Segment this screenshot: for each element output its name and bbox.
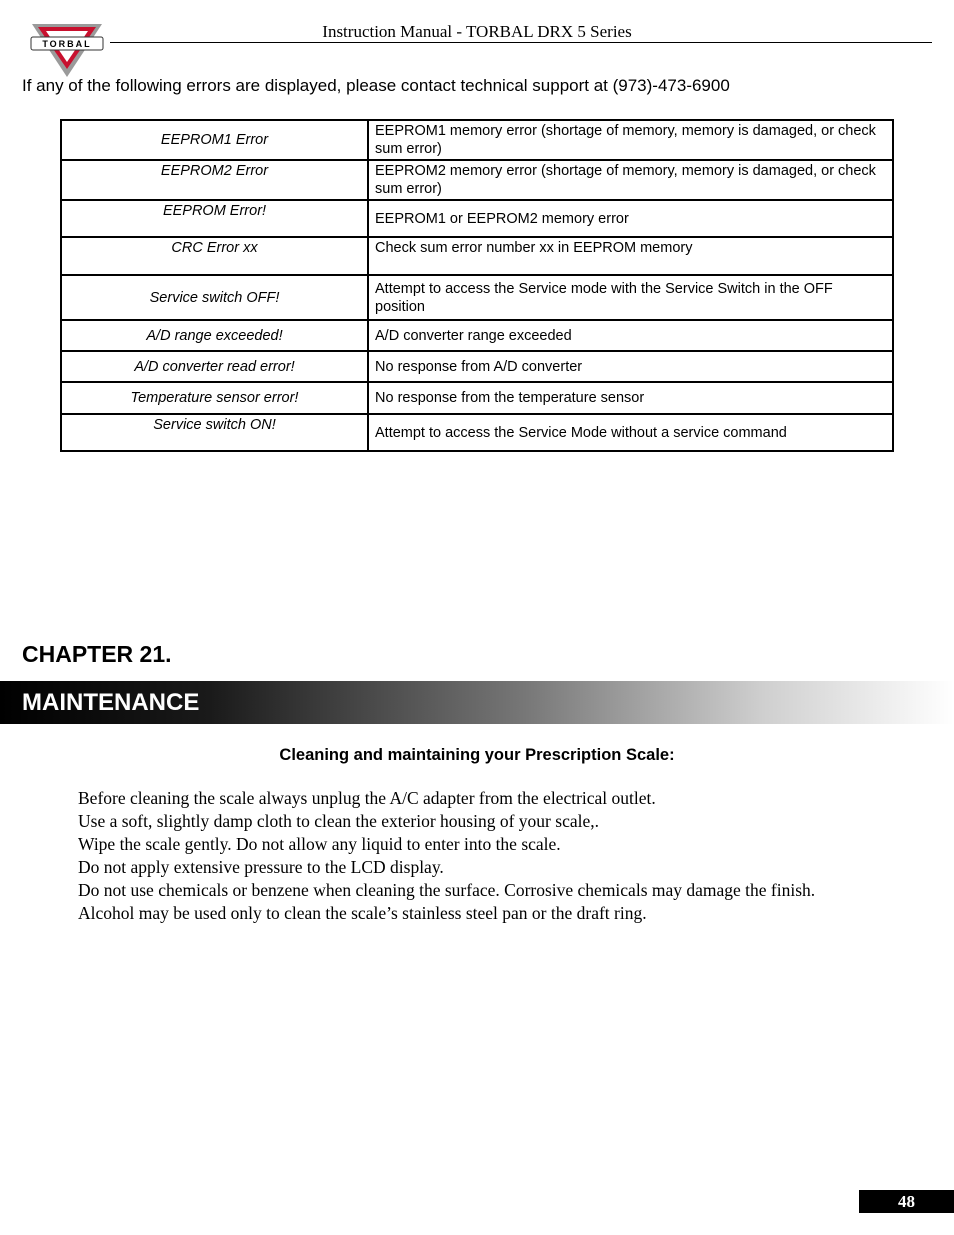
- table-row: [61, 320, 893, 351]
- chapter-heading: CHAPTER 21.: [22, 641, 172, 667]
- header-rule: [110, 42, 932, 43]
- table-row: [61, 382, 893, 414]
- instruction-line: Wipe the scale gently. Do not allow any liquid to enter into the scale.: [78, 834, 561, 854]
- maintenance-instructions: [78, 787, 815, 925]
- error-code: Temperature sensor error!: [61, 382, 368, 414]
- instruction-line: Alcohol may be used only to clean the scale’s stainless steel pan or the draft ring.: [78, 903, 647, 923]
- error-code: EEPROM Error!: [61, 200, 368, 237]
- error-description: A/D converter range exceeded: [368, 320, 893, 351]
- error-code: Service switch ON!: [61, 414, 368, 451]
- error-code: CRC Error xx: [61, 237, 368, 275]
- error-description: No response from A/D converter: [368, 351, 893, 382]
- error-code: A/D converter read error!: [61, 351, 368, 382]
- error-description: EEPROM1 memory error (shortage of memory, memory is damaged, or check sum error): [368, 120, 893, 160]
- error-description: Attempt to access the Service mode with the Service Switch in the OFF position: [368, 275, 893, 320]
- error-description: EEPROM1 or EEPROM2 memory error: [368, 200, 893, 237]
- error-description: Check sum error number xx in EEPROM memory: [368, 237, 893, 275]
- table-row: [61, 414, 893, 451]
- logo-text: TORBAL: [42, 39, 92, 49]
- instruction-line: Do not use chemicals or benzene when cleaning the surface. Corrosive chemicals may damage the finish.: [78, 880, 816, 900]
- banner-title: MAINTENANCE: [22, 689, 200, 716]
- table-row: [61, 160, 893, 200]
- table-row: [61, 351, 893, 382]
- table-row: [61, 120, 893, 160]
- error-code: EEPROM2 Error: [61, 160, 368, 200]
- error-code: EEPROM1 Error: [61, 120, 368, 160]
- page-number: 48: [859, 1190, 954, 1213]
- error-code: Service switch OFF!: [61, 275, 368, 320]
- intro-text: If any of the following errors are displayed, please contact technical support at (973)-473-6900: [22, 76, 730, 95]
- section-title: Cleaning and maintaining your Prescription Scale:: [279, 746, 675, 764]
- section-banner: [0, 681, 954, 724]
- header-title: Instruction Manual - TORBAL DRX 5 Series: [322, 22, 632, 41]
- error-table: [60, 119, 894, 452]
- error-description: Attempt to access the Service Mode without a service command: [368, 414, 893, 451]
- error-description: No response from the temperature sensor: [368, 382, 893, 414]
- table-row: [61, 237, 893, 275]
- error-code: A/D range exceeded!: [61, 320, 368, 351]
- table-row: [61, 200, 893, 237]
- instruction-line: Use a soft, slightly damp cloth to clean the exterior housing of your scale,.: [78, 811, 599, 831]
- error-description: EEPROM2 memory error (shortage of memory, memory is damaged, or check sum error): [368, 160, 893, 200]
- instruction-line: Do not apply extensive pressure to the LCD display.: [78, 857, 444, 877]
- instruction-line: Before cleaning the scale always unplug the A/C adapter from the electrical outlet.: [78, 788, 656, 808]
- table-row: [61, 275, 893, 320]
